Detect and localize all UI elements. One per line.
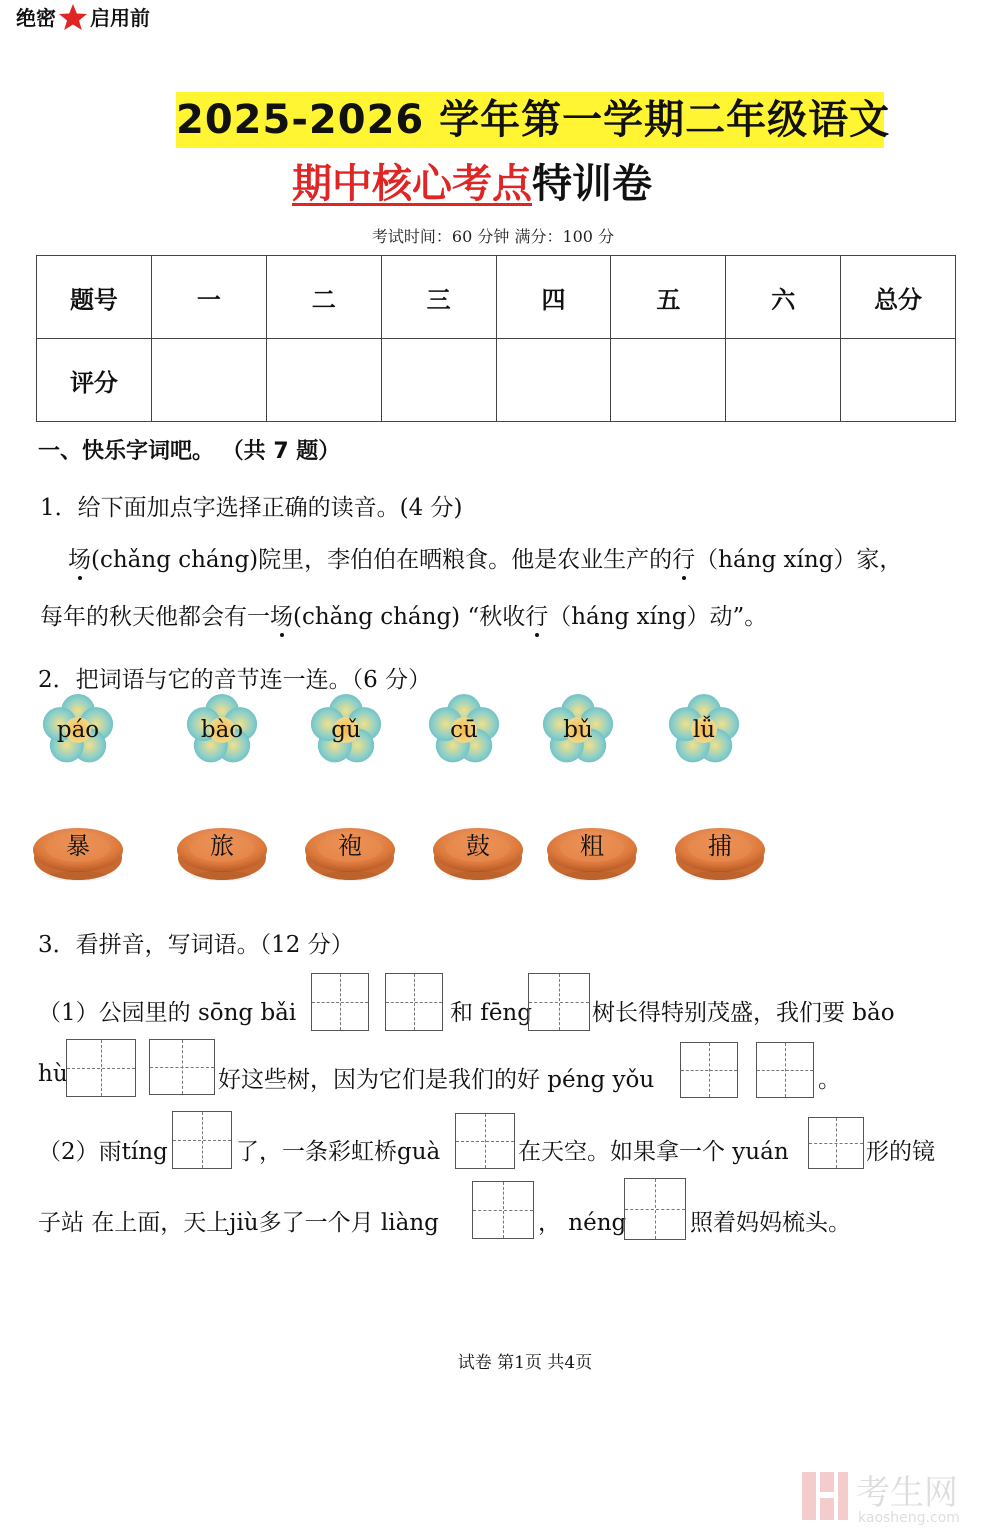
pinyin-flower[interactable] [538,690,618,770]
q1-title: 1．给下面加点字选择正确的读音。(4 分) [40,495,463,521]
q3-p4-b: ， néng [538,1210,627,1236]
flower-pinyin: lǚ [692,717,716,743]
score-input-cell[interactable] [611,339,726,422]
q3-p1-c: 树长得特别茂盛，我们要 bǎo [592,1000,895,1026]
plate-character: 袍 [338,832,362,860]
secret-left-text: 绝密 [16,6,56,30]
writing-box[interactable] [680,1042,738,1098]
q1-line2-text-end: （háng xíng）动”。 [548,604,768,630]
q3-p2-b: 好这些树，因为它们是我们的好 péng yǒu [218,1067,655,1093]
flower-pinyin: gǔ [331,717,361,743]
plate-character: 暴 [66,832,90,860]
q1-line1-text: (chǎng cháng)院里，李伯伯在晒粮食。他是农业生产的 [91,547,673,573]
score-input-cell[interactable] [381,339,496,422]
writing-box[interactable] [311,973,369,1031]
dotted-char: 行 [672,547,696,573]
character-plate[interactable] [32,822,124,884]
character-plate[interactable] [304,822,396,884]
q1-line2-text: 每年的秋天他都会有一 [40,604,270,630]
score-table-header-row [37,256,956,339]
plate-character: 旅 [210,832,234,860]
writing-box[interactable] [808,1117,864,1169]
q3-p3-a: （2）雨tíng [38,1139,168,1165]
q2-title: 2．把词语与它的音节连一连。（6 分） [38,667,432,693]
watermark-latin: kaosheng.com [858,1510,960,1526]
secret-label [16,2,150,31]
score-table-score-row [37,339,956,422]
red-star-icon [58,3,88,31]
title-line-1: 2025-2026 学年第一学期二年级语文 [176,92,884,148]
exam-info: 考试时间：60 分钟 满分：100 分 [371,227,615,246]
flower-pinyin: cū [450,717,478,743]
table-cell: 五 [611,256,726,339]
table-cell: 六 [726,256,841,339]
writing-box[interactable] [455,1113,515,1169]
secret-right-text: 启用前 [90,6,150,30]
score-input-cell[interactable] [151,339,266,422]
score-input-cell[interactable] [266,339,381,422]
flower-pinyin: páo [56,717,100,743]
q3-p3-c: 在天空。如果拿一个 yuán [518,1139,789,1165]
section-1-title: 一、快乐字词吧。 （共 7 题） [38,439,341,464]
score-input-cell[interactable] [841,339,956,422]
dotted-char: 场 [270,604,293,630]
q1-line1-text-end: （háng xíng）家， [695,547,903,573]
q1-line2-text-mid: (chǎng cháng) “秋收 [293,604,526,630]
q3-p3-d: 形的镜 [866,1139,935,1165]
score-input-cell[interactable] [726,339,841,422]
q3-p1-b: 和 fēng [450,1000,532,1026]
table-cell: 四 [496,256,611,339]
q1-line-2 [40,598,767,631]
flower-pinyin: bǔ [563,717,593,743]
dotted-char: 场 [68,547,91,573]
pinyin-flower[interactable] [664,690,744,770]
title-red-part: 期中核心考点 [292,161,532,207]
pinyin-flower[interactable] [424,690,504,770]
writing-box[interactable] [385,973,443,1031]
table-cell: 三 [381,256,496,339]
score-table [36,255,956,422]
pinyin-flower[interactable] [306,690,386,770]
title-black-part: 特训卷 [532,161,652,207]
table-cell: 评分 [37,339,152,422]
q3-p2-a: hù [38,1061,68,1087]
q3-p4-a: 子站 在上面，天上jiù多了一个月 liàng [38,1210,439,1236]
q1-line-1 [68,541,902,574]
character-plate[interactable] [432,822,524,884]
writing-box[interactable] [528,973,590,1031]
table-cell: 二 [266,256,381,339]
pinyin-flower[interactable] [38,690,118,770]
writing-box[interactable] [149,1039,215,1095]
table-cell: 题号 [37,256,152,339]
pinyin-flower[interactable] [182,690,262,770]
character-plate[interactable] [546,822,638,884]
q3-p2-c: 。 [818,1067,841,1093]
page-footer: 试卷 第1页 共4页 [457,1353,593,1373]
plate-character: 粗 [580,832,604,860]
kaosheng-logo-icon [800,1466,970,1526]
flower-pinyin: bào [200,717,244,743]
writing-box[interactable] [66,1039,136,1097]
plate-character: 捕 [708,832,732,860]
plate-character: 鼓 [466,832,490,860]
character-plate[interactable] [674,822,766,884]
dotted-char: 行 [525,604,549,630]
character-plate[interactable] [176,822,268,884]
q3-p1-a: （1）公园里的 sōng bǎi [38,1000,297,1026]
title-line-2 [292,156,652,212]
table-cell: 总分 [841,256,956,339]
writing-box[interactable] [172,1111,232,1169]
watermark-chinese: 考生网 [856,1473,958,1513]
writing-box[interactable] [756,1042,814,1098]
writing-box[interactable] [624,1178,686,1240]
q3-title: 3．看拼音，写词语。（12 分） [38,932,354,958]
table-cell: 一 [151,256,266,339]
q3-p3-b: 了，一条彩虹桥guà [236,1139,441,1165]
writing-box[interactable] [472,1181,534,1239]
score-input-cell[interactable] [496,339,611,422]
q3-p4-c: 照着妈妈梳头。 [690,1210,851,1236]
